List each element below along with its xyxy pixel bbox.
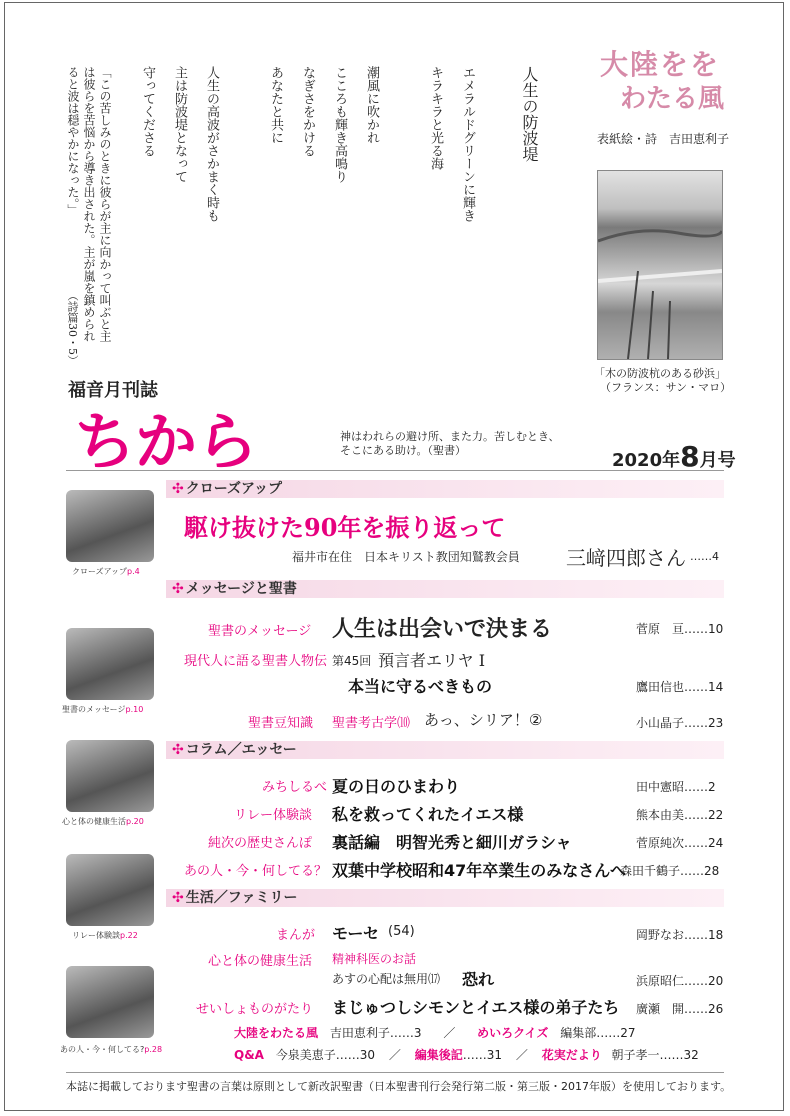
toc-author: 菅原純次……24 bbox=[636, 836, 724, 850]
photo-caption: リレー体験談p.22 bbox=[72, 931, 138, 940]
masthead-rule bbox=[66, 470, 724, 471]
photo-closeup bbox=[66, 490, 154, 562]
toc-author: 森田千鶴子……28 bbox=[620, 864, 720, 878]
toc-author: 岡野なお……18 bbox=[636, 928, 724, 942]
magazine-subtitle: 福音月刊誌 bbox=[68, 380, 158, 401]
misc-author: 吉田恵利子……3 bbox=[329, 1026, 422, 1040]
logo-line1: 大陸をを bbox=[600, 48, 721, 81]
photo-person bbox=[66, 966, 154, 1038]
flower-icon: ✣ bbox=[172, 581, 184, 597]
photo-relay bbox=[66, 854, 154, 926]
toc-title[interactable]: 私を救ってくれたイエス様 bbox=[332, 805, 524, 824]
section-label: クローズアップ bbox=[185, 481, 283, 497]
poem-line: 潮風に吹かれ bbox=[364, 66, 379, 144]
toc-author: 廣瀬 開……26 bbox=[636, 1002, 724, 1016]
cover-painting bbox=[597, 170, 723, 360]
toc-title[interactable]: 夏の日のひまわり bbox=[332, 777, 461, 796]
toc-sublabel2: あすの心配は無用⒄ bbox=[332, 972, 441, 986]
misc-author: 朝子孝一……32 bbox=[611, 1048, 699, 1062]
cover-credit: 表紙絵・詩 吉田恵利子 bbox=[597, 132, 730, 146]
flower-icon: ✣ bbox=[172, 890, 184, 906]
toc-author: 浜原昭仁……20 bbox=[636, 974, 724, 988]
toc-label: 聖書豆知識 bbox=[248, 716, 314, 731]
logo-line2: わたる風 bbox=[620, 84, 725, 114]
toc-title[interactable]: まじゅつしシモンとイエス様の弟子たち bbox=[332, 998, 620, 1017]
poem-line: 人生の高波がさかまく時も bbox=[204, 66, 219, 222]
separator: ／ bbox=[388, 1048, 401, 1062]
toc-misc-row bbox=[234, 1024, 636, 1041]
poem-line: なぎさをかける bbox=[300, 66, 315, 157]
toc-sublabel: 精神科医のお話 bbox=[332, 952, 417, 966]
poem-line: こころも輝き高鳴り bbox=[332, 66, 347, 183]
misc-item[interactable]: 花実だより bbox=[541, 1048, 602, 1062]
toc-title[interactable]: あっ、シリア！② bbox=[424, 711, 543, 729]
toc-title[interactable]: 人生は出会いで決まる bbox=[332, 617, 553, 642]
section-label: コラム／エッセー bbox=[185, 742, 297, 758]
section-label: 生活／ファミリー bbox=[185, 890, 298, 906]
toc-author: 小山晶子……23 bbox=[636, 716, 724, 730]
misc-author: 今泉美恵子……30 bbox=[275, 1048, 376, 1062]
misc-item[interactable]: 大陸をわたる風 bbox=[234, 1026, 319, 1040]
toc-title[interactable]: モーセ bbox=[332, 924, 380, 943]
toc-label: 純次の歴史さんぽ bbox=[208, 836, 313, 851]
section-column bbox=[166, 741, 724, 759]
tagline bbox=[340, 430, 560, 458]
cover-caption: 「木の防波杭のある砂浜」 bbox=[594, 367, 726, 380]
photo-health bbox=[66, 740, 154, 812]
toc-misc-row bbox=[234, 1046, 699, 1063]
toc-label: 現代人に語る聖書人物伝 bbox=[184, 654, 328, 669]
toc-label: せいしょものがたり bbox=[196, 1002, 314, 1017]
scripture-ref: （詩篇30・5） bbox=[66, 290, 79, 366]
issue-suffix: 月号 bbox=[699, 450, 736, 471]
toc-title[interactable]: 裏話編 明智光秀と細川ガラシャ bbox=[332, 833, 572, 852]
toc-label: リレー体験談 bbox=[234, 808, 313, 823]
poem-title: 人生の防波堤 bbox=[520, 66, 539, 162]
misc-item[interactable]: めいろクイズ bbox=[477, 1026, 549, 1040]
toc-number: 第45回 bbox=[332, 654, 372, 668]
tagline-line1: 神はわれらの避け所、また力。苦しむとき、 bbox=[340, 430, 560, 443]
photo-caption: 聖書のメッセージp.10 bbox=[62, 705, 144, 714]
flower-icon: ✣ bbox=[172, 481, 184, 497]
toc-closeup-title[interactable]: 駆け抜けた90年を振り返って bbox=[184, 513, 506, 542]
issue-date bbox=[612, 440, 736, 473]
toc-subtitle: 本当に守るべきもの bbox=[348, 677, 493, 696]
section-closeup bbox=[166, 480, 724, 498]
toc-author: 田中憲昭……2 bbox=[636, 780, 716, 794]
toc-number: (54) bbox=[388, 924, 415, 939]
toc-label: あの人・今・何してる？ bbox=[184, 864, 328, 879]
flower-icon: ✣ bbox=[172, 742, 184, 758]
toc-closeup-name: 三﨑四郎さん bbox=[566, 546, 686, 570]
photo-message bbox=[66, 628, 154, 700]
scripture-line: 「この苦しみのときに彼らが主に向かって叫ぶと主 bbox=[98, 66, 112, 342]
separator: ／ bbox=[443, 1026, 456, 1040]
section-message bbox=[166, 580, 724, 598]
separator: ／ bbox=[515, 1048, 528, 1062]
toc-label: 心と体の健康生活 bbox=[208, 954, 313, 969]
cover-caption-location: （フランス：サン・マロ） bbox=[600, 381, 732, 394]
magazine-title: ちから bbox=[74, 405, 258, 478]
issue-month: 8 bbox=[680, 440, 700, 473]
toc-label: まんが bbox=[276, 928, 316, 943]
toc-closeup-sub: 福井市在住 日本キリスト教団知鷲教会員 bbox=[292, 550, 520, 564]
series-logo bbox=[600, 48, 724, 116]
toc-closeup-page: ……4 bbox=[690, 550, 719, 563]
toc-author: 菅原 亘……10 bbox=[636, 622, 724, 636]
misc-author: 編集部……27 bbox=[560, 1026, 636, 1040]
section-label: メッセージと聖書 bbox=[185, 581, 297, 597]
poem-line: あなたと共に bbox=[268, 66, 283, 144]
footer-note: 本誌に掲載しております聖書の言葉は原則として新改訳聖書（日本聖書刊行会発行第二版・第三版・2017年版）を使用しております。 bbox=[66, 1080, 732, 1093]
photo-caption: クローズアップp.4 bbox=[72, 567, 140, 576]
poem-line: 守ってくださる bbox=[140, 66, 155, 157]
toc-title[interactable]: 恐れ bbox=[462, 970, 495, 989]
toc-label: みちしるべ bbox=[262, 780, 328, 795]
footer-rule bbox=[66, 1072, 724, 1073]
poem-line: 主は防波堤となって bbox=[172, 66, 187, 183]
toc-sublabel: 聖書考古学⑽ bbox=[332, 716, 411, 731]
toc-label: 聖書のメッセージ bbox=[208, 624, 312, 639]
toc-author: 熊本由美……22 bbox=[636, 808, 724, 822]
toc-author: 鷹田信也……14 bbox=[636, 680, 724, 694]
photo-caption: 心と体の健康生活p.20 bbox=[62, 817, 144, 826]
toc-title[interactable]: 預言者エリヤ Ⅰ bbox=[378, 651, 486, 670]
misc-item[interactable]: 編集後記 bbox=[414, 1048, 463, 1062]
photo-caption: あの人・今・何してる?p.28 bbox=[60, 1045, 163, 1054]
scripture-line: ると波は穏やかになった。」 bbox=[66, 66, 80, 216]
toc-title[interactable]: 双葉中学校昭和47年卒業生のみなさんへ bbox=[332, 861, 626, 880]
scripture-line: は彼らを苦悩から導き出された。主が嵐を鎮められ bbox=[82, 66, 96, 342]
misc-page: ……31 bbox=[462, 1048, 503, 1062]
issue-year: 2020年 bbox=[612, 450, 681, 471]
poem-line: エメラルドグリーンに輝き bbox=[460, 66, 475, 222]
poem-line: キラキラと光る海 bbox=[428, 66, 443, 170]
tagline-line2: そこにある助け。（聖書） bbox=[340, 444, 467, 457]
section-life bbox=[166, 889, 724, 907]
misc-item[interactable]: Q&A bbox=[234, 1048, 264, 1062]
painting-sketch bbox=[598, 171, 722, 359]
